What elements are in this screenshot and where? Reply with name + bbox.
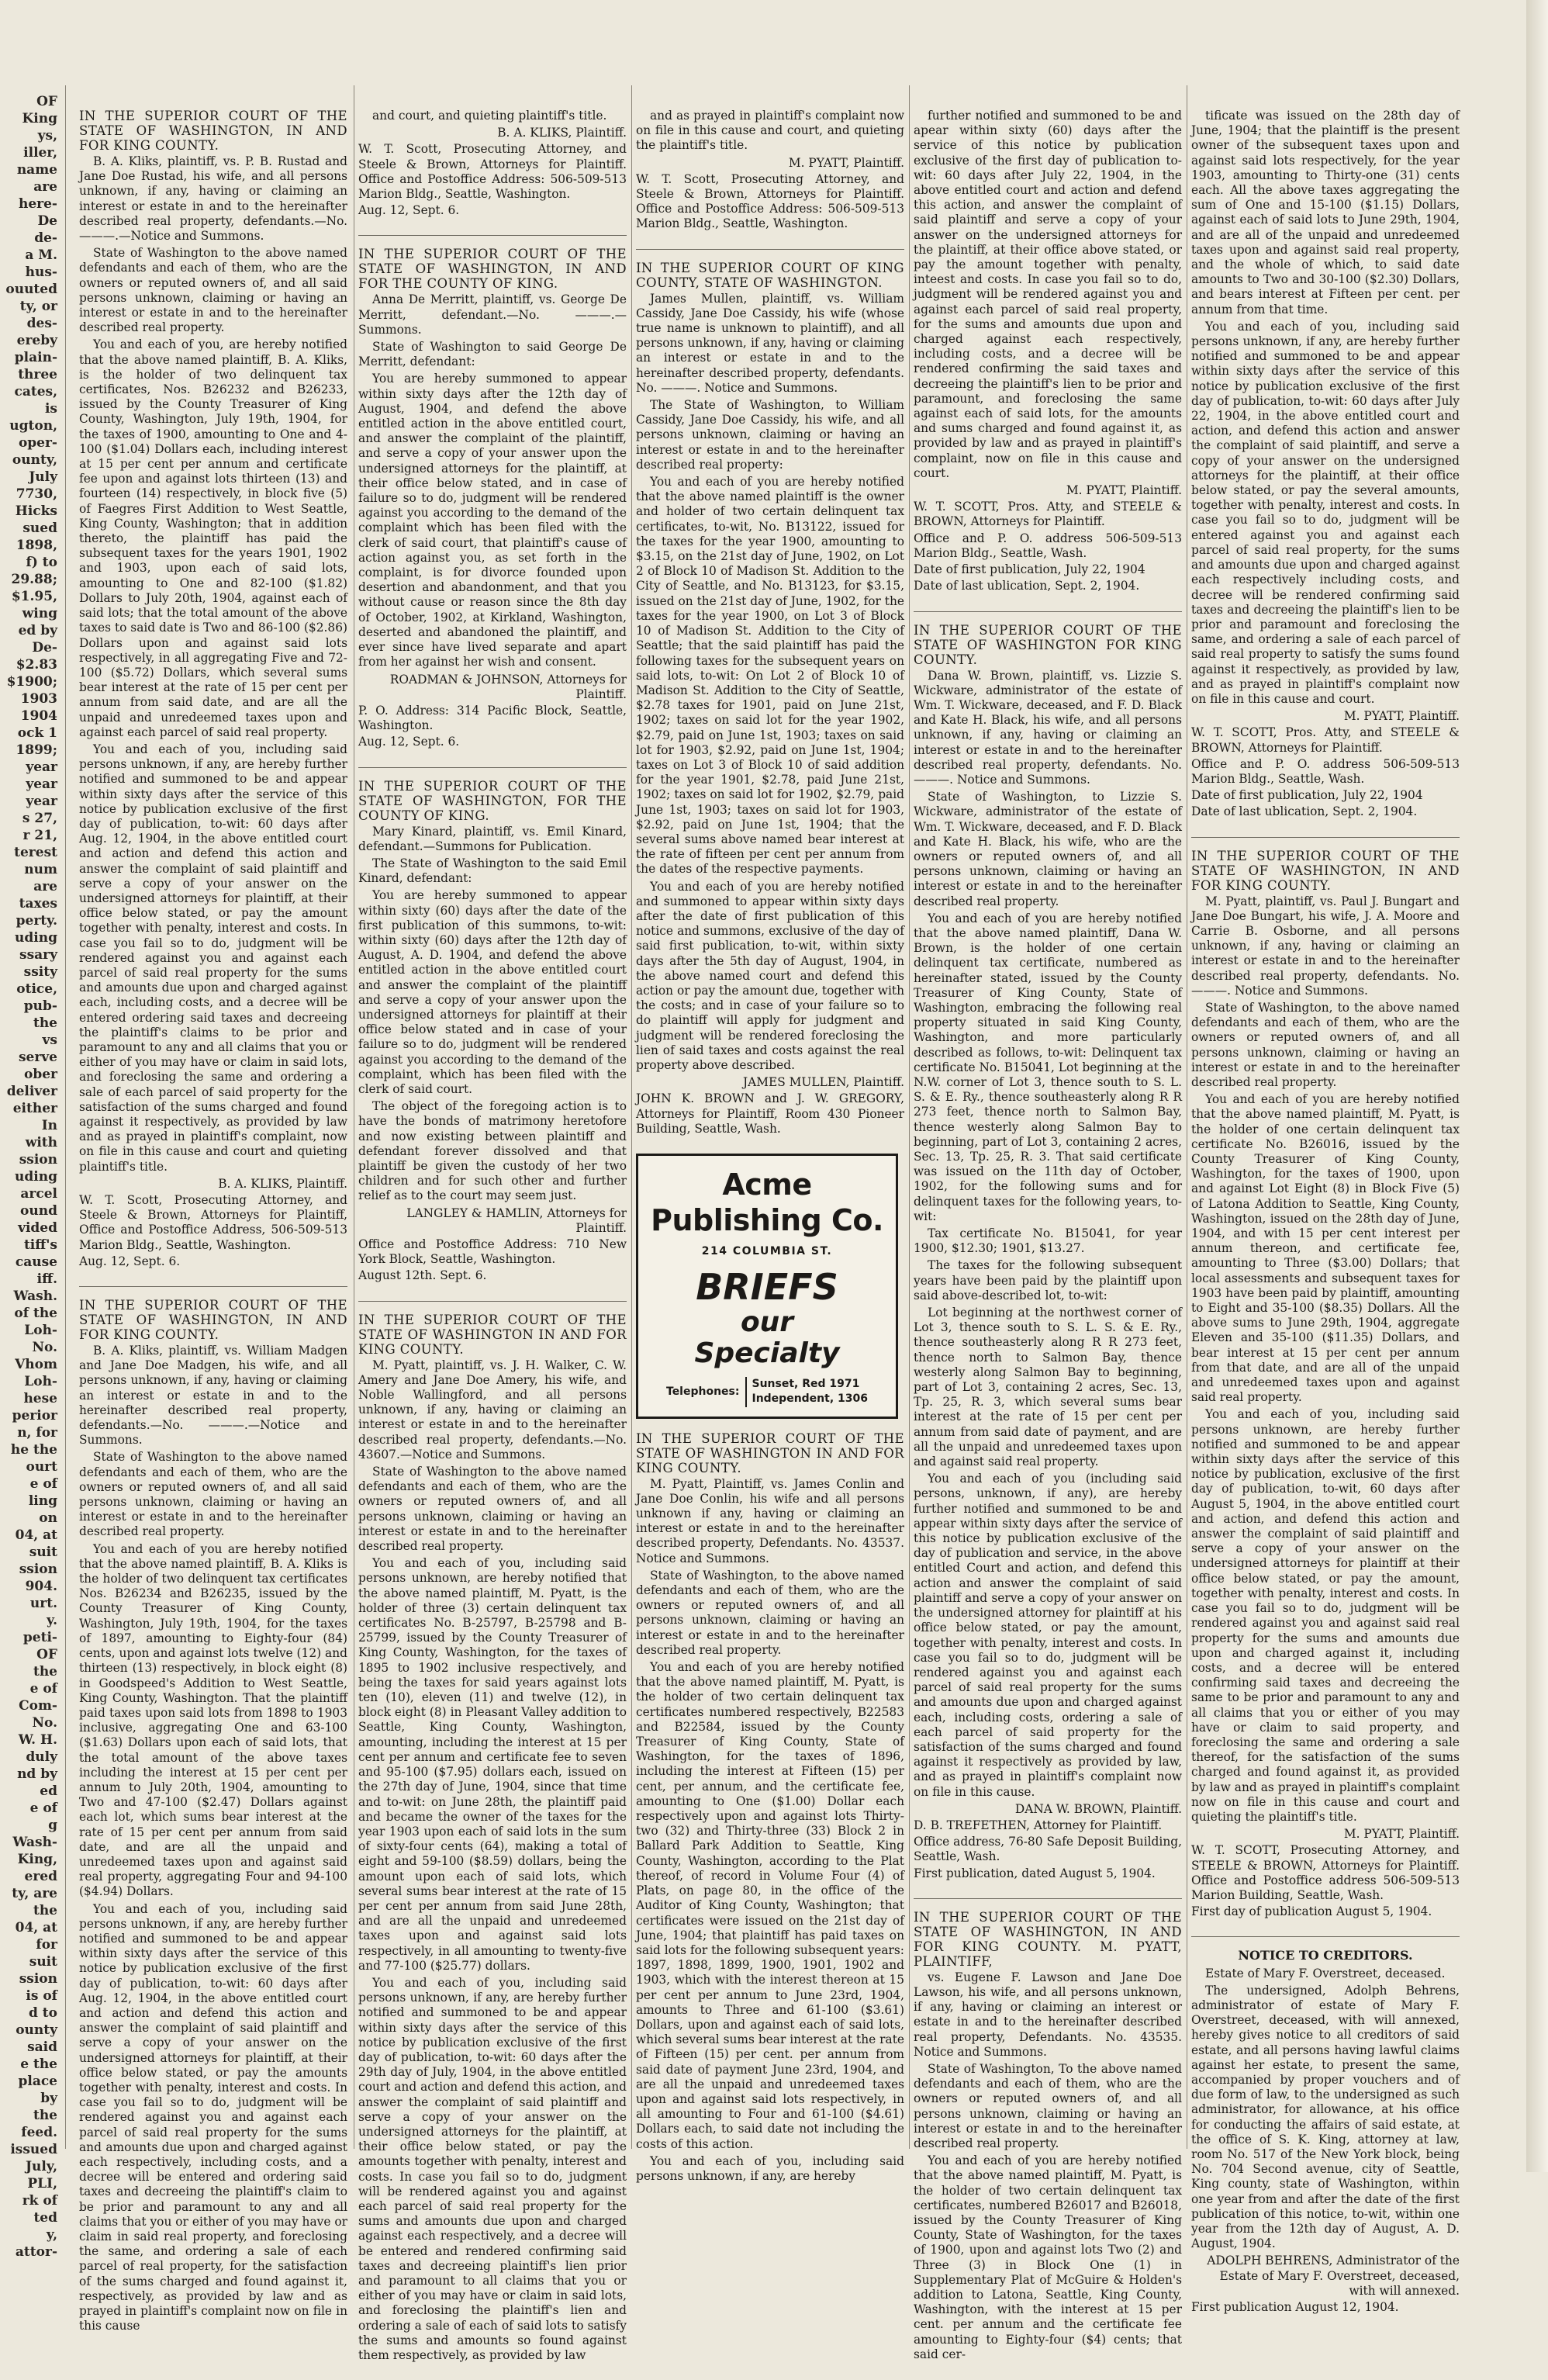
legal-notice (1191, 849, 1460, 1920)
cut-off-fragment: ted (33, 2210, 57, 2226)
legal-notice (79, 109, 347, 1269)
cut-off-fragment: July, (25, 2159, 57, 2174)
cut-off-fragment: ed by (18, 623, 57, 638)
cut-off-fragment: ourt (26, 1459, 57, 1475)
cut-off-fragment: ed (40, 1783, 57, 1799)
cut-off-fragment: iff. (36, 1271, 57, 1287)
notice-paragraph: You and each of you (including said persons, unknown, if any), are hereby further notified and summoned to be and appear within sixty days after the service of this notice by publication exclusive of the day of publication and service, in the above entitled Court and action, and defend this action and answer the complaint of said plaintiff and serve a copy of your answer on the undersigned attorney for plaintiff at his office below stated, or pay the amount, together with penalty, interest and costs. In case you fail so to do, judgment will be rendered against you and against each parcel of said real property for the sums and amounts due upon and charged against each, including costs, ordering a sale of each parcel of said property for the satisfaction of the sums charged and found against it respectively as provided by law, and as prayed in plaintiff's complaint now on file in this cause. (914, 1472, 1182, 1799)
notice-paragraph: You and each of you, including said persons unknown, are hereby notified that the above named plaintiff, M. Pyatt, is the holder of three (3) certain delinquent tax certificates No. B-25797, B-25798 and B-25799, issued by the County Treasurer of King County, Washington, for the taxes of 1895 to 1902 inclusive respectively, and being the taxes for said years against lots ten (10), eleven (11) and twelve (12), in block eight (8) in Pleasant Valley addition to Seattle, King County, Washington, amounting, including the interest at 15 per cent per annum and certificate fee to seven and 95-100 ($7.95) dollars each, issued on the 27th day of June, 1904, since that time and to-wit: on June 28th, the plaintiff paid and became the owner of the taxes for the year 1903 upon each of said lots in the sum of sixty-four cents (64), making a total of eight and 59-100 ($8.59) dollars, being the amount upon each of said lots, which several sums bear interest at the rate of 15 per cent per annum from said June 28th, and are all the unpaid and unredeemed taxes upon and against said lots respectively, in all amounting to twenty-five and 77-100 ($25.77) dollars. (358, 1556, 627, 1973)
cut-off-fragment: Hicks (15, 503, 57, 519)
notice-title: IN THE SUPERIOR COURT OF THE STATE OF WASHINGTON, IN AND FOR KING COUNTY. M. PYATT, PLAINTIFF, (914, 1909, 1182, 1969)
cut-off-fragment: suit (29, 1545, 57, 1560)
cut-off-fragment: ty, are (12, 1886, 57, 1901)
legal-notice (1191, 109, 1460, 820)
cut-off-fragment: ssary (19, 947, 57, 963)
notice-paragraph: State of Washington to the above named defendants and each of them, who are the owners or reputed owners of, and all said persons unknown, claiming or having an interest or estate in and to the hereinafter described real property. (79, 1450, 347, 1539)
notice-paragraph: B. A. Kliks, plaintiff, vs. William Madgen and Jane Doe Madgen, his wife, and all persons unknown, if any, having or claiming an interest or estate in and to the hereinafter described real property, defendants.—No. ———.—Notice and Summons. (79, 1344, 347, 1448)
notice-signature: Aug. 12, Sept. 6. (358, 735, 460, 749)
notice-title: IN THE SUPERIOR COURT OF THE STATE OF WASHINGTON, IN AND FOR KING COUNTY. (1191, 848, 1460, 893)
cut-off-fragment: the (33, 2108, 57, 2123)
cut-off-fragment: plain- (14, 350, 57, 365)
notice-paragraph: You and each of you are hereby notified that the above named plaintiff, B. A. Kliks is the holder of two delinquent tax certificates Nos. B26234 and B26235, issued by the County Treasurer of King County, Washington, July 19th, 1904, for the taxes of 1897, amounting to Eighty-four (84) cents, upon and against lots twelve (12) and thirteen (13) respectively, in block eight (8) in Goodspeed's Addition to West Seattle, King County, Washington. That the plaintiff paid taxes upon said lots from 1898 to 1903 inclusive, aggregating One and 63-100 ($1.63) Dollars upon each of said lots, that the total amount of the above taxes including the interest at 15 per cent per annum to July 20th, 1904, amounting to Two and 47-100 ($2.47) Dollars against each lot, which sums bear interest at the rate of 15 per cent per annum from said date, and are all the unpaid and unredeemed taxes upon and against said real property, aggregating Four and 94-100 ($4.94) Dollars. (79, 1541, 347, 1899)
notice-paragraph: You and each of you are hereby notified and summoned to appear within sixty days after the date of first publication of this notice and summons, exclusive of the day of said first publication, to-wit, within sixty days after the 5th day of August, 1904, in the above named court and defend this action or pay the amount due, together with the costs; and in case of your failure so to do plaintiff will apply for judgment and judgment will be rendered foreclosing the lien of said taxes and costs against the real property above described. (636, 879, 904, 1072)
cut-off-fragment: d to (29, 2005, 57, 2021)
notice-paragraph: State of Washington to the above named defendants and each of them, who are the owners or reputed owners of, and all persons unknown, claiming or having an interest or estate in and to the hereinafter described real property. (358, 1465, 627, 1554)
cut-off-fragment: said (27, 2039, 57, 2055)
cut-off-fragment: des- (26, 316, 57, 331)
cut-off-fragment: ock 1 (17, 725, 57, 741)
notice-signature: D. B. TREFETHEN, Attorney for Plaintiff. (914, 1818, 1163, 1832)
cut-off-fragment: ty, or (19, 299, 57, 314)
notice-separator (914, 611, 1182, 612)
notice-paragraph: You and each of you, including said persons unknown, if any, are hereby further notified and summoned to be and appear within sixty days after the service of this notice by publication exclusive of the first day of publication, to-wit: 60 days after Aug. 12, 1904, in the above entitled court and action and defend this action and answer the complaint of said plaintiff and serve a copy of your answer on the undersigned attorneys for plaintiff, at their office below stated, or pay the amounts together with penalty, interest and costs. In case you fail so to do, judgment will be rendered against you and against each parcel of said real property for the sums and amounts due upon and charged against each respectively, including costs, and a decree will be entered and ordering said taxes and decreeing the plaintiff's claim to be prior and paramount to any and all claims that you or either of you may have or claim in said real property, and foreclosing the same, and ordering a sale of each parcel of real property, for the satisfaction of the sums charged and found against it, respectively, as provided by law and as prayed in plaintiff's complaint now on file in this cause (79, 1901, 347, 2333)
notice-separator (358, 1301, 627, 1302)
cut-off-fragment: cates, (14, 384, 57, 400)
cut-off-fragment: sued (22, 521, 57, 536)
notice-paragraph: You and each of you, are hereby notified that the above named plaintiff, B. A. Kliks, is the holder of two delinquent tax certificates, Nos. B26232 and B26233, issued by the County Treasurer of King County, Washington, July 19th, 1904, for the taxes of 1900, amounting to One and 4-100 ($1.04) Dollars each, including interest at 15 per cent per annum and certificate fee upon and against lots thirteen (13) and fourteen (14) respectively, in block five (5) of Faegres First Addition to West Seattle, King County, Washington; that in addition thereto, the plaintiff has paid the subsequent taxes for the years 1901, 1902 and 1903, upon each of said lots, amounting to One and 82-100 ($1.82) Dollars to July 20th, 1904, against each of said lots; that the total amount of the above taxes to said date is Two and 86-100 ($2.86) Dollars upon and against said lots respectively, in all aggregating Five and 72-100 ($5.72) Dollars, which several sums bear interest at the rate of 15 per cent per annum from said date, and are all the unpaid and unredeemed taxes upon and against each parcel of said real property. (79, 337, 347, 739)
legal-notice (1191, 1948, 1460, 2315)
cut-off-fragment: uding (15, 930, 57, 946)
notice-signature: Office address, 76-80 Safe Deposit Building, Seattle, Wash. (914, 1835, 1182, 1864)
notice-paragraph: M. Pyatt, plaintiff, vs. Paul J. Bungart and Jane Doe Bungart, his wife, J. A. Moore and Carrie B. Osborne, and all persons unknown, if any, having or claiming an interest or estate in and to the hereinafter described real property, defendants. No. ———. Notice and Summons. (1191, 894, 1460, 998)
cut-off-fragment: ssion (19, 1971, 57, 1987)
column-3 (636, 109, 904, 2201)
cut-off-fragment: are (33, 879, 57, 894)
legal-notice (914, 623, 1182, 1881)
cut-off-fragment: year (26, 777, 57, 792)
notice-signature: W. T. Scott, Prosecuting Attorney, and Steele & Brown, Attorneys for Plaintiff. Office and Postoffice Address: 506-509-513 Marion Bldg., Seattle, Washington. (358, 142, 627, 202)
cut-off-fragment: arcel (20, 1186, 57, 1202)
notice-signature: W. T. SCOTT, Pros. Atty, and STEELE & BROWN, Attorneys for Plaintiff. (1191, 725, 1460, 755)
notice-paragraph: The object of the foregoing action is to have the bonds of matrimony heretofore and now existing between plaintiff and defendant forever dissolved and that plaintiff be given the custody of her two children and for such other and further relief as to the court may seem just. (358, 1099, 627, 1203)
notice-paragraph: State of Washington to the above named defendants and each of them, who are the owners or reputed owners of, and all said persons unknown, claiming or having an interest or estate in and to the hereinafter described real property. (79, 246, 347, 335)
notice-signature: M. PYATT, Plaintiff. (1066, 483, 1182, 498)
notice-paragraph: You and each of you are hereby notified that the above named plaintiff, M. Pyatt, is the holder of two certain delinquent tax certificates numbered respectively, B22583 and B22584, issued by the County Treasurer of King County, State of Washington, for the taxes of 1896, including the interest at Fifteen (15) per cent, per annum, and the certificate fee, amounting to One ($1.00) Dollar each respectively upon and against lots Thirty-two (32) and Thirty-three (33) Block 2 in Ballard Park Addition to Seattle, King County, Washington, according to the Plat thereof, of record in Volume Four (4) of Plats, on page 80, in the office of the Auditor of King County, Washington; that certificates were issued on the 21st day of June, 1904; that plaintiff has paid taxes on said lots for the following subsequent years: 1897, 1898, 1899, 1900, 1901, 1902 and 1903, which with the interest thereon at 15 per cent per annum to June 23rd, 1904, amounts to Three and 61-100 ($3.61) Dollars, upon and against each of said lots, which several sums bear interest at the rate of Fifteen (15) per cent. per annum from said date of payment June 23rd, 1904, and are all the unpaid and unredeemed taxes upon and against said lots respectively, in all amounting to Four and 61-100 ($4.61) Dollars each, to said date not including the costs of this action. (636, 1660, 904, 2151)
legal-notice (636, 109, 904, 232)
cut-off-fragment: 1898, (16, 538, 57, 553)
cut-off-fragment: urt. (29, 1596, 57, 1611)
cut-off-column (0, 93, 60, 2260)
cut-off-fragment: g (48, 1818, 57, 1833)
notice-paragraph: You and each of you, including said persons unknown, if any, are hereby (636, 2153, 904, 2183)
cut-off-fragment: ounty, (12, 452, 57, 468)
cut-off-fragment: $1900; (6, 674, 57, 690)
cut-off-fragment: y. (47, 1613, 57, 1628)
notice-paragraph: You and each of you, including said persons unknown, if any, are hereby further notified and summoned to be and appear within sixty days after the service of this notice by publication exclusive of the first day of publication, to-wit: 60 days after the 29th day of July, 1904, in the above entitled court and action and defend this action, and answer the complaint of said plaintiff and serve a copy of your answer on the undersigned attorneys for the plaintiff, at their office below stated, or pay the amounts together with penalty, interest and costs. In case you fail so to do, judgment will be rendered against you and against each parcel of said real property for the sums and amounts due upon and charged against each respectively, and a decree will be entered and rendered confirming said taxes and decreeing plaintiff's lien prior and paramount to all claims that you or either of you may have or claim in said lots, and foreclosing the plaintiff's lien and ordering a sale of each of said lots to satisfy the sums and amounts so found against them respectively, as provided by law (358, 1975, 627, 2363)
notice-signature: ADOLPH BEHRENS, Administrator of the Estate of Mary F. Overstreet, deceased, with will annexed. (1207, 2254, 1460, 2298)
cut-off-fragment: pub- (23, 998, 57, 1014)
notice-paragraph: vs. Eugene F. Lawson and Jane Doe Lawson, his wife, and all persons unknown, if any, having or claiming an interest or estate in and to the hereinafter described real property, Defendants. No. 43535. Notice and Summons. (914, 1970, 1182, 2059)
cut-off-fragment: De- (32, 640, 57, 656)
cut-off-fragment: taxes (19, 896, 57, 912)
notice-separator (358, 767, 627, 768)
cut-off-fragment: the (33, 1903, 57, 1918)
cut-off-fragment: by (40, 2091, 57, 2106)
ad-company-name: Acme Publishing Co. (651, 1168, 883, 1237)
cut-off-fragment: ouuted (5, 282, 57, 297)
notice-signature: Date of first publication, July 22, 1904 (1191, 788, 1423, 803)
notice-signature: M. PYATT, Plaintiff. (1343, 1827, 1460, 1842)
cut-off-fragment: suit (29, 1954, 57, 1970)
notice-signature: First publication August 12, 1904. (1191, 2300, 1399, 2315)
notice-signature: W. T. SCOTT, Pros. Atty, and STEELE & BROWN, Attorneys for Plaintiff. (914, 500, 1182, 529)
cut-off-fragment: s 27, (22, 811, 57, 826)
notice-paragraph: State of Washington, To the above named defendants and each of them, who are the owners or reputed owners of, and all persons unknown, claiming or having an interest or estate in and to the hereinafter described real property. (914, 2061, 1182, 2150)
notice-signature: JOHN K. BROWN and J. W. GREGORY, Attorneys for Plaintiff, Room 430 Pioneer Building, Seattle, Wash. (636, 1091, 904, 1136)
notice-signature: Office and P. O. address 506-509-513 Marion Bldg., Seattle, Wash. (914, 531, 1182, 560)
notice-title: IN THE SUPERIOR COURT OF THE STATE OF WASHINGTON IN AND FOR KING COUNTY. (358, 1312, 627, 1357)
notice-title: IN THE SUPERIOR COURT OF THE STATE OF WASHINGTON IN AND FOR KING COUNTY. (636, 1430, 904, 1475)
cut-off-fragment: King, (17, 1852, 57, 1867)
cut-off-fragment: either (12, 1101, 57, 1116)
notice-paragraph: The State of Washington, to William Cassidy, Jane Doe Cassidy, his wife, and all persons unknown, claiming or having an interest or estate in and to the hereinafter described real property: (636, 398, 904, 472)
notice-paragraph: Lot beginning at the northwest corner of Lot 3, thence south to S. L. S. & E. Ry., thence southeasterly along R R 273 feet, thence north to Salmon Bay, thence westerly along Salmon Bay to beginning, part of Lot 3, containing 2 acres, Sec. 13, Tp. 25, R. 3, which several sums bear interest at the rate of 15 per cent per annum from said date of payment, and are all the unpaid and unredeemed taxes upon and against said real property. (914, 1306, 1182, 1469)
notice-signature: W. T. SCOTT, Prosecuting Attorney, and STEELE & BROWN, Attorneys for Plaintiff. Office and Postoffice address 506-509-513 Marion Building, Seattle, Wash. (1191, 1843, 1460, 1902)
cut-off-fragment: 904. (25, 1579, 57, 1594)
cut-off-fragment: ssity (23, 964, 57, 980)
notice-paragraph: You and each of you, including said persons unknown, are hereby further notified and summoned to be and appear within sixty days after the service of this notice by publication, exclusive of the first day of publication, to-wit, 60 days after August 5, 1904, in the above entitled court and action, and defend this action and answer the complaint of said plaintiff and serve a copy of your answer on the undersigned attorneys for plaintiff at their office below stated, or pay the amount, together with penalty, interest and costs. In case you fail so to do, judgment will be rendered against you and against said real property for the sums and amounts due upon and charged against it, including costs, and a decree will be entered confirming said taxes and decreeing the same to be prior and paramount to any and all claims that you or either of you may have or claim to said property, and foreclosing the same and ordering a sale thereof, for the satisfaction of the sums charged and found against it, as provided by law and as prayed in plaintiff's complaint now on file in this cause and court and quieting the plaintiff's title. (1191, 1407, 1460, 1824)
cut-off-fragment: n, for (17, 1425, 57, 1441)
notice-separator (636, 249, 904, 250)
notice-separator (1191, 1936, 1460, 1937)
notice-paragraph: State of Washington, to Lizzie S. Wickware, administrator of the estate of Wm. T. Wickware, deceased, and F. D. Black and Kate H. Black, his wife, who are the owners or reputed owners of, and all persons unknown, claiming or having an interest or estate in and to the hereinafter described real property. (914, 790, 1182, 908)
notice-paragraph: You and each of you, including said persons unknown, if any, are hereby further notified and summoned to be and appear within sixty days after the service of this notice by publication exclusive of the first day of publication, to-wit: 60 days after July 22, 1904, in the above entitled court and action, and defend this action and answer the complaint of said plaintiff, and serve a copy of your answer on the undersigned attorneys for the plaintiff, at their office below stated, or pay the several amounts, together with penalty, interest and costs. In case you fail so to do, judgment will be entered against you and against each parcel of said real property, for the sums and amounts due upon and charged against each respectively including costs, and decree will be rendered confirming said taxes and decreeing the plaintiff's lien to be prior and paramount and foreclosing the same, and ordering a sale of each parcel of said real property to satisfy the sums found against it respectively, as provided by law, and as prayed in plaintiff's complaint now on file in this cause and court. (1191, 319, 1460, 706)
cut-off-fragment: rk of (22, 2193, 57, 2209)
notice-paragraph: Anna De Merritt, plaintiff, vs. George De Merritt, defendant.—No. ———.—Summons. (358, 292, 627, 337)
ad-phone-numbers (745, 1377, 868, 1406)
column-rule (65, 85, 66, 2149)
notice-signature: LANGLEY & HAMLIN, Attorneys for Plaintiff. (406, 1206, 627, 1235)
cut-off-fragment: vs (42, 1033, 57, 1048)
cut-off-fragment: OF (36, 94, 57, 109)
cut-off-fragment: e of (29, 1681, 57, 1697)
notice-paragraph: and as prayed in plaintiff's complaint now on file in this cause and court, and quieting the plaintiff's title. (636, 109, 904, 153)
cut-off-fragment: here- (18, 196, 57, 212)
cut-off-fragment: ereby (16, 333, 57, 348)
cut-off-fragment: Vhom (15, 1357, 57, 1372)
notice-signature: Aug. 12, Sept. 6. (358, 203, 460, 218)
cut-off-fragment: King (22, 111, 57, 126)
notice-paragraph: You and each of you are hereby notified that the above named plaintiff, M. Pyatt, is the holder of two certain delinquent tax certificates, numbered B26017 and B26018, issued by the County Treasurer of King County, State of Washington, for the taxes of 1900, upon and against lots Two (2) and Three (3) in Block One (1) in Supplementary Plat of McGuire & Holden's addition to Latona, Seattle, King County, Washington, with the interest at 15 per cent. per annum and the certificate fee amounting to Eighty-four ($4) cents; that said cer- (914, 2153, 1182, 2361)
cut-off-fragment: terest (14, 845, 57, 860)
cut-off-fragment: feed. (21, 2125, 57, 2140)
notice-title: IN THE SUPERIOR COURT OF KING COUNTY, STATE OF WASHINGTON. (636, 260, 904, 290)
cut-off-fragment: of the (14, 1306, 57, 1321)
notice-paragraph: You are hereby summoned to appear within sixty days after the 12th day of August, 1904, and defend the above entitled action in the above entitled court, and answer the complaint of the plaintiff, and serve a copy of your answer upon the undersigned attorneys for the plaintiff, at their office below stated, and in case of failure so to do, judgment will be rendered against you according to the demand of the complaint which has been filed with the clerk of said court, that plaintiff's cause of action against you, as set forth in the complaint, is for divorce founded upon desertion and abandonment, and that you without cause or reason since the 8th day of October, 1902, at Kirkland, Washington, deserted and abandoned the plaintiff, and ever since have lived separate and apart from her against her wish and consent. (358, 372, 627, 669)
cut-off-fragment: peti- (22, 1630, 57, 1645)
notice-paragraph: Tax certificate No. B15041, for year 1900, $12.30; 1901, $13.27. (914, 1226, 1182, 1256)
column-4 (914, 109, 1182, 2379)
cut-off-fragment: on (39, 1510, 57, 1526)
cut-off-fragment: are (33, 179, 57, 195)
column-1 (79, 109, 347, 2351)
cut-off-fragment: tiff's (23, 1237, 57, 1253)
cut-off-fragment: 1903 (20, 691, 57, 707)
notice-paragraph: You and each of you are hereby notified that the above named plaintiff, Dana W. Brown, is the holder of one certain delinquent tax certificate, numbered as hereinafter stated, issued by the County Treasurer of King County, State of Washington, embracing the following real property situated in said King County, Washington, and more particularly described as follows, to-wit: Delinquent tax certificate No. B15041, Lot beginning at the N.W. corner of Lot 3, thence south to S. L. S. & E. Ry., thence southeasterly along R R 273 feet, thence north to Salmon Bay, thence westerly along Salmon Bay to beginning, part of Lot 3, containing 2 acres, Sec. 13, Tp. 25, R. 3. That said certificate was issued on the 11th day of October, 1902, for the following sums and for delinquent taxes for the following years, to-wit: (914, 911, 1182, 1223)
cut-off-fragment: num (24, 862, 57, 877)
cut-off-fragment: In (41, 1118, 57, 1133)
notice-paragraph: tificate was issued on the 28th day of June, 1904; that the plaintiff is the present owner of the subsequent taxes upon and against said lots respectively, for the year 1903, amounting to Thirty-one (31) cents each. All the above taxes aggregating the sum of One and 15-100 ($1.15) Dollars, against each of said lots to June 29th, 1904, and are all of the unpaid and unredeemed taxes upon and against said real property, and the whole of which, to said date amounts to Two and 30-100 ($2.30) Dollars, and bears interest at Fifteen per cent. per annum from that time. (1191, 109, 1460, 317)
notice-signature: Office and P. O. address 506-509-513 Marion Bldg., Seattle, Wash. (1191, 756, 1460, 786)
legal-notice (358, 247, 627, 749)
notice-title: IN THE SUPERIOR COURT OF THE STATE OF WASHINGTON, IN AND FOR KING COUNTY. (79, 109, 347, 153)
cut-off-fragment: e of (29, 1476, 57, 1492)
notice-signature: Aug. 12, Sept. 6. (79, 1254, 181, 1268)
ad-phone-independent: Independent, 1306 (752, 1392, 868, 1406)
notice-signature: DANA W. BROWN, Plaintiff. (1014, 1801, 1182, 1816)
notice-paragraph: State of Washington, to the above named defendants and each of them, who are the owners or reputed owners of, and all persons unknown, claiming or having an interest or estate in and to the hereinafter described real property. (1191, 1000, 1460, 1089)
notice-paragraph: further notified and summoned to be and apear within sixty (60) days after the service of this notice by publication exclusive of the first day of publication to-wit: 60 days after July 22, 1904, in the above entitled court and action and defend this action, and answer the complaint of said plaintiff and serve a copy of your answer on the undersigned attorneys for the plaintiff, at their office above stated, or pay the amount together with penalty, inteest and costs. In case you fail so to do, judgment will be rendered against you and against each parcel of said real property, for the sums and amounts due upon and charged against each respectively, including costs, and a decree will be rendered confirming the said taxes and decreeing the plaintiff's lien to be prior and paramount, and foreclosing the same against each of said lots, for the amounts and sums charged and found against it, as provided by law and as prayed in plaintiff's complaint, now on file in this cause and court. (914, 109, 1182, 480)
cut-off-fragment: a M. (25, 247, 57, 263)
notice-signature: ROADMAN & JOHNSON, Attorneys for Plaintiff. (389, 672, 627, 701)
notice-paragraph: M. Pyatt, Plaintiff, vs. James Conlin and Jane Doe Conlin, his wife and all persons unknown if any, having or claiming an interest or estate in and to the hereinafter described property, Defendants. No. 43537. Notice and Summons. (636, 1476, 904, 1565)
notice-title: IN THE SUPERIOR COURT OF THE STATE OF WASHINGTON, IN AND FOR THE COUNTY OF KING. (358, 247, 627, 292)
cut-off-fragment: 1899; (16, 742, 57, 758)
ad-telephones (646, 1377, 888, 1406)
cut-off-fragment: 7730, (16, 486, 57, 502)
notice-signature: B. A. KLIKS, Plaintiff. (218, 1176, 347, 1191)
legal-notice (358, 1313, 627, 2364)
cut-off-fragment: otice, (16, 981, 57, 997)
notice-signature: Date of last ublication, Sept. 2, 1904. (1191, 804, 1418, 819)
cut-off-fragment: No. (32, 1340, 57, 1355)
cut-off-fragment: PLI, (27, 2176, 57, 2191)
cut-off-fragment: 04, at (15, 1527, 57, 1543)
notice-separator (914, 1898, 1182, 1899)
notice-paragraph: Dana W. Brown, plaintiff, vs. Lizzie S. Wickware, administrator of the estate of Wm. T. Wickware, deceased, and F. D. Black and Kate H. Black, his wife, and all persons unknown, if any, having or claiming an interest or estate in and to the hereinafter described real property, defendants. No. ———. Notice and Summons. (914, 668, 1182, 787)
cut-off-fragment: ound (20, 1203, 57, 1219)
column-2 (358, 109, 627, 2380)
cut-off-fragment: 29.88; (11, 572, 57, 587)
cut-off-fragment: e of (29, 1801, 57, 1816)
notice-signature: M. PYATT, Plaintiff. (1343, 709, 1460, 724)
cut-off-fragment: July (29, 469, 57, 485)
cut-off-fragment: with (25, 1135, 57, 1150)
notice-paragraph: You and each of you are hereby notified that the above named plaintiff is the owner and holder of two certain delinquent tax certificates, to-wit, No. B13122, issued for the taxes for the year 1900, amounting to $3.15, on the 21st day of June, 1902, on Lot 2 of Block 10 of Madison St. Addition to the City of Seattle, and No. B13123, for $3.15, issued on the 21st day of June, 1902, for the taxes for the year 1900, on Lot 3 of Block 10 of Madison St. Addition to the City of Seattle; that the said plaintiff has paid the following taxes for the subsequent years on said lots, to-wit: On Lot 2 of Block 10 of Madison St. Addition to the City of Seattle, $2.78 taxes for 1901, paid on June 21st, 1902; taxes on said lot for the year 1902, $2.79, paid on June 1st, 1903; taxes on said lot for 1903, $2.92, paid on June 1st, 1904; taxes on Lot 3 of Block 10 of said addition for the year 1901, $2.78, paid June 21st, 1902; taxes on said lot for 1902, $2.79, paid June 1st, 1903; taxes on said lot for 1903, $2.92, paid on June 1st, 1904; that the several sums above named bear interest at the rate of fifteen per cent per annum from the dates of the respective payments. (636, 475, 904, 877)
cut-off-fragment: perior (12, 1408, 57, 1424)
notice-paragraph: The State of Washington to the said Emil Kinard, defendant: (358, 856, 627, 886)
notice-signature: W. T. Scott, Prosecuting Attorney, and Steele & Brown, Attorneys for Plaintiff. Office and Postoffice Address: 506-509-513 Marion Bldg., Seattle, Washington. (636, 171, 904, 231)
cut-off-fragment: iller, (23, 145, 57, 161)
notice-paragraph: Mary Kinard, plaintiff, vs. Emil Kinard, defendant.—Summons for Publication. (358, 824, 627, 853)
notice-title: NOTICE TO CREDITORS. (1238, 1948, 1413, 1963)
cut-off-fragment: ered (24, 1869, 57, 1884)
notice-title: IN THE SUPERIOR COURT OF THE STATE OF WASHINGTON FOR KING COUNTY. (914, 622, 1182, 667)
cut-off-fragment: Com- (19, 1698, 57, 1714)
cut-off-fragment: f) to (26, 555, 57, 570)
legal-notice (636, 261, 904, 1136)
notice-signature: M. PYATT, Plaintiff. (788, 155, 904, 170)
cut-off-fragment: uding (15, 1169, 57, 1185)
cut-off-fragment: issued (10, 2142, 57, 2157)
notice-signature: First day of publication August 5, 1904. (1191, 1904, 1432, 1919)
notice-paragraph: M. Pyatt, plaintiff, vs. J. H. Walker, C. W. Amery and Jane Doe Amery, his wife, and Noble Wallingford, and all persons unknown, if any, having or claiming an interest or estate in and to the hereinafter described real property, defendants.—No. 43607.—Notice and Summons. (358, 1358, 627, 1462)
cut-off-fragment: $1.95, (11, 589, 57, 604)
cut-off-fragment: he the (10, 1442, 57, 1458)
notice-paragraph: State of Washington, to the above named defendants and each of them, who are the owners or reputed owners of, and all persons unknown, claiming or having an interest or estate in and to the hereinafter described real property. (636, 1568, 904, 1657)
cut-off-fragment: ugton, (9, 418, 57, 434)
cut-off-fragment: three (18, 367, 57, 382)
ad-line-specialty: Specialty (694, 1337, 840, 1370)
cut-off-fragment: y, (46, 2227, 57, 2243)
legal-notice (636, 1431, 904, 2185)
notice-title: IN THE SUPERIOR COURT OF THE STATE OF WASHINGTON, IN AND FOR KING COUNTY. (79, 1298, 347, 1343)
cut-off-fragment: serve (18, 1050, 57, 1065)
cut-off-fragment: attor- (15, 2244, 57, 2260)
notice-paragraph: State of Washington to said George De Merritt, defendant: (358, 340, 627, 369)
notice-separator (79, 1286, 347, 1287)
legal-notice (79, 1298, 347, 2333)
cut-off-fragment: ssion (19, 1152, 57, 1168)
legal-notice (358, 779, 627, 1284)
cut-off-fragment: deliver (6, 1084, 57, 1099)
cut-off-fragment: vided (18, 1220, 57, 1236)
notice-signature: First publication, dated August 5, 1904. (914, 1866, 1156, 1880)
ad-headline: BRIEFS (696, 1266, 838, 1309)
cut-off-fragment: ling (28, 1493, 57, 1509)
notice-paragraph: You are hereby summoned to appear within sixty (60) days after the date of the first publication of this summons, to-wit: within sixty (60) days after the 12th day of August, A. D. 1904, and defend the above entitled action in the above entitled court and answer the complaint of the plaintiff and serve a copy of your answer upon the undersigned attorneys for plaintiff at their office below stated and in case of your failure so to do, judgment will be rendered against you according to the demand of the complaint, which has been filed with the clerk of said court. (358, 888, 627, 1096)
cut-off-fragment: for (36, 1937, 57, 1953)
notice-paragraph: B. A. Kliks, plaintiff, vs. P. B. Rustad and Jane Doe Rustad, his wife, and all persons unknown, if any, having or claiming an interest or estate in and to the hereinafter described real property, defendants.—No. ———.—Notice and Summons. (79, 154, 347, 244)
cut-off-fragment: ys, (37, 128, 57, 144)
cut-off-fragment: Loh- (24, 1323, 57, 1338)
cut-off-fragment: De (37, 213, 57, 229)
cut-off-fragment: place (18, 2074, 57, 2089)
notice-signature: Office and Postoffice Address: 710 New York Block, Seattle, Washington. (358, 1237, 627, 1267)
notice-signature: B. A. KLIKS, Plaintiff. (497, 126, 627, 140)
notice-paragraph: The taxes for the following subsequent years have been paid by the plaintiff upon said above-described lot, to-wit: (914, 1258, 1182, 1302)
notice-paragraph: Estate of Mary F. Overstreet, deceased. (1205, 1966, 1446, 1980)
ad-address: 214 COLUMBIA ST. (701, 1245, 833, 1257)
acme-publishing-advertisement (636, 1154, 898, 1419)
cut-off-fragment: ounty (16, 2022, 57, 2038)
notice-signature: Date of last ublication, Sept. 2, 1904. (914, 579, 1140, 593)
cut-off-fragment: 04, at (15, 1920, 57, 1935)
column-rule (909, 85, 910, 2149)
cut-off-fragment: cause (15, 1254, 57, 1270)
cut-off-fragment: nd by (17, 1766, 57, 1782)
legal-notice (358, 109, 627, 218)
cut-off-fragment: oper- (18, 435, 57, 451)
notice-signature: August 12th. Sept. 6. (358, 1268, 487, 1283)
cut-off-fragment: is (44, 401, 57, 417)
cut-off-fragment: Wash- (12, 1835, 57, 1850)
ad-line-our: our (740, 1306, 794, 1339)
cut-off-fragment: W. H. (18, 1732, 57, 1748)
ad-phone-sunset: Sunset, Red 1971 (752, 1378, 860, 1391)
notice-separator (358, 235, 627, 236)
notice-title: IN THE SUPERIOR COURT OF THE STATE OF WASHINGTON, FOR THE COUNTY OF KING. (358, 778, 627, 823)
notice-signature: JAMES MULLEN, Plaintiff. (742, 1075, 904, 1090)
cut-off-fragment: the (33, 1664, 57, 1679)
notice-paragraph: The undersigned, Adolph Behrens, administrator of estate of Mary F. Overstreet, deceased, with will annexed, hereby gives notice to all creditors of said estate, and all persons having lawful claims against her estate, to present the same, accompanied by proper vouchers and of due form of law, to the undersigned as such administrator, for allowance, at his office for conducting the affairs of said estate, at the office of S. K. King, attorney at law, room No. 517 of the New York block, being No. 704 Second avenue, city of Seattle, King county, state of Washington, within one year from and after the date of the first publication of this notice, to-wit, within one year from the 12th day of August, A. D. August, 1904. (1191, 1983, 1460, 2251)
cut-off-fragment: year (26, 759, 57, 775)
cut-off-fragment: wing (22, 606, 57, 621)
ad-telephones-label: Telephones: (666, 1385, 740, 1398)
cut-off-fragment: de- (34, 230, 57, 246)
cut-off-fragment: the (33, 1015, 57, 1031)
cut-off-fragment: r 21, (22, 828, 57, 843)
notice-signature: Date of first publication, July 22, 1904 (914, 562, 1145, 577)
cut-off-fragment: hese (23, 1391, 57, 1406)
notice-signature: W. T. Scott, Prosecuting Attorney, and Steele & Brown, Attorneys for Plaintiff, Office and Postoffice Address, 506-509-513 Marion Bldg., Seattle, Washington. (79, 1193, 347, 1252)
legal-notice (914, 1910, 1182, 2362)
cut-off-fragment: e the (20, 2057, 57, 2072)
column-rule (631, 85, 632, 2149)
cut-off-fragment: 1904 (20, 708, 57, 724)
cut-off-fragment: perty. (16, 913, 57, 929)
legal-notice (914, 109, 1182, 594)
notice-paragraph: You and each of you are hereby notified that the above named plaintiff, M. Pyatt, is the holder of one certain delinquent tax certificate No. B26016, issued by the County Treasurer of King County, Washington, for the taxes of 1900, upon and against Lot Eight (8) in Block Five (5) of Latona Addition to Seattle, King County, Washington, issued on the 28th day of June, 1904, and with 15 per cent interest per annum thereon, and certificate fee, amounting to Three ($3.00) Dollars; that local assessments and subsequent taxes for 1903 have been paid by plaintiff, amounting to Eight and 35-100 ($8.35) Dollars. All the above sums to June 29th, 1904, aggregate Eleven and 35-100 ($11.35) Dollars, and bear interest at 15 per cent per annum from that date, and are all of the unpaid and unredeemed taxes upon and against said real property. (1191, 1092, 1460, 1405)
cut-off-fragment: Wash. (13, 1289, 57, 1304)
notice-paragraph: You and each of you, including said persons unknown, if any, are hereby further notified and summoned to be and appear within sixty days after the service of this notice by publication exclusive of the first day of publication, to-wit: 60 days after Aug. 12, 1904, in the above entitled court and action and defend this action and answer the complaint of said plaintiff and serve a copy of your answer on the undersigned attorneys for plaintiff, at their office below stated, or pay the amount together with penalty, interest and costs. In case you fail so to do, judgment will be rendered against you and against each parcel of said real property for the sums and amounts due upon and charged against each, including costs, and a decree will be entered ordering said taxes and decreeing the plaintiff's claims to be prior and paramount to any and all claims that you or either of you may have or claim in said lots, and foreclosing the same and ordering a sale of each parcel of said property for the satisfaction of the sums charged and found against it respectively, as provided by law and as prayed in plaintiff's complaint, now on file in this cause and court and quieting plaintiff's title. (79, 742, 347, 1174)
column-5 (1191, 109, 1460, 2332)
notice-separator (1191, 837, 1460, 838)
notice-paragraph: and court, and quieting plaintiff's title. (372, 109, 607, 123)
cut-off-fragment: ssion (19, 1562, 57, 1577)
cut-off-fragment: is of (26, 1988, 57, 2004)
cut-off-fragment: $2.83 (16, 657, 57, 673)
cut-off-fragment: ober (24, 1067, 57, 1082)
notice-paragraph: James Mullen, plaintiff, vs. William Cassidy, Jane Doe Cassidy, his wife (whose true name is unknown to plaintiff), and all persons unknown, if any, having or claiming an interest or estate in and to the hereinafter described property, defendants. No. ———. Notice and Summons. (636, 291, 904, 395)
cut-off-fragment: hus- (25, 265, 57, 280)
cut-off-fragment: name (16, 162, 57, 178)
notice-signature: P. O. Address: 314 Pacific Block, Seattle, Washington. (358, 703, 627, 733)
cut-off-fragment: duly (26, 1749, 57, 1765)
cut-off-fragment: OF (36, 1647, 57, 1662)
cut-off-fragment: year (26, 794, 57, 809)
page-edge (1526, 0, 1548, 2172)
cut-off-fragment: No. (32, 1715, 57, 1731)
cut-off-fragment: Loh- (24, 1374, 57, 1389)
